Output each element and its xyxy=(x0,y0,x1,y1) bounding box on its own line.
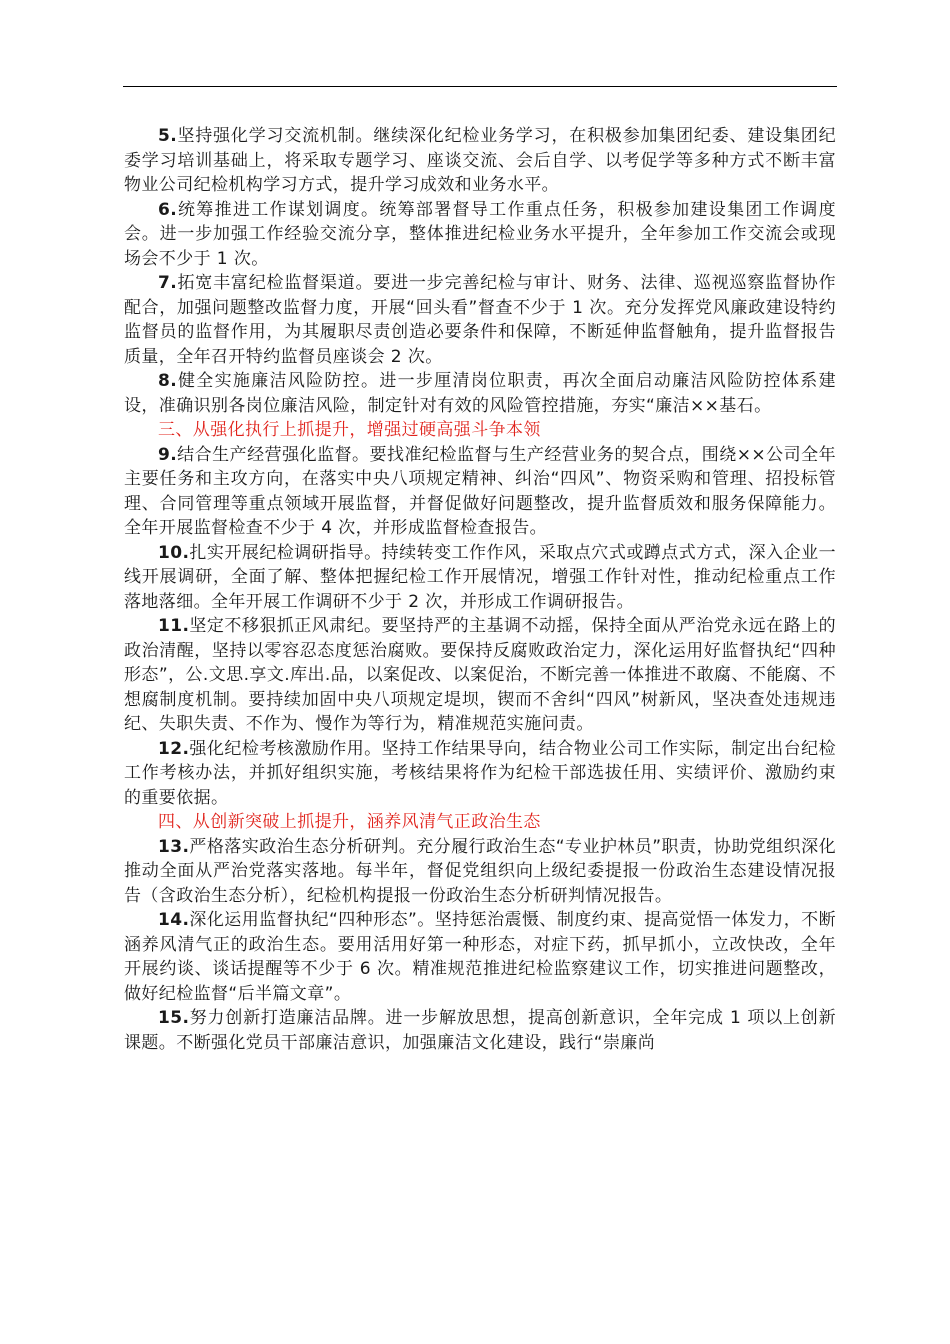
list-item xyxy=(124,1006,836,1055)
list-item xyxy=(124,124,836,198)
item-number: 12. xyxy=(158,738,190,759)
section-heading: 四、从创新突破上抓提升，涵养风清气正政治生态 xyxy=(158,812,541,832)
item-text: 坚定不移狠抓正风肃纪。要坚持严的主基调不动摇，保持全面从严治党永远在路上的政治清醒，坚持以零容忍态度惩治腐败。要保持反腐败政治定力，深化运用好监督执纪“四种形态”，公.文思.享文.库出.品，以案促改、以案促治，不断完善一体推进不敢腐、不能腐、不想腐制度机制。要持续加固中央八项规定堤坝，锲而不舍纠“四风”树新风，坚决查处违规违纪、失职失责、不作为、慢作为等行为，精准规范实施问责。 xyxy=(124,616,836,734)
item-text: 深化运用监督执纪“四种形态”。坚持惩治震慑、制度约束、提高觉悟一体发力，不断涵养风清气正的政治生态。要用活用好第一种形态，对症下药，抓早抓小，立改快改，全年开展约谈、谈话提醒等不少于 6 次。精准规范推进纪检监察建议工作，切实推进问题整改，做好纪检监督“后半篇文章”。 xyxy=(124,910,836,1004)
item-number: 14. xyxy=(158,910,190,930)
section-heading: 三、从强化执行上抓提升，增强过硬高强斗争本领 xyxy=(158,420,541,440)
item-number: 11. xyxy=(158,616,190,636)
list-item xyxy=(124,541,836,615)
item-text: 健全实施廉洁风险防控。进一步厘清岗位职责，再次全面启动廉洁风险防控体系建设，准确识别各岗位廉洁风险，制定针对有效的风险管控措施，夯实“廉洁××基石。 xyxy=(124,371,836,416)
item-text: 严格落实政治生态分析研判。充分履行政治生态“专业护林员”职责，协助党组织深化推动全面从严治党落实落地。每半年，督促党组织向上级纪委提报一份政治生态建设情况报告（含政治生态分析），纪检机构提报一份政治生态分析研判情况报告。 xyxy=(124,836,836,906)
list-item xyxy=(124,198,836,272)
item-text: 拓宽丰富纪检监督渠道。要进一步完善纪检与审计、财务、法律、巡视巡察监督协作配合，加强问题整改监督力度，开展“回头看”督查不少于 1 次。充分发挥党风廉政建设特约监督员的监督作用，为其履职尽责创造必要条件和保障，不断延伸监督触角，提升监督报告质量，全年召开特约监督员座谈会 2 次。 xyxy=(124,273,836,367)
item-number: 7. xyxy=(158,273,178,293)
item-number: 9. xyxy=(158,444,178,465)
item-number: 13. xyxy=(158,836,190,857)
list-item xyxy=(124,614,836,737)
document-body xyxy=(124,124,836,1055)
item-number: 5. xyxy=(158,126,178,146)
item-number: 15. xyxy=(158,1008,190,1028)
list-item xyxy=(124,443,836,541)
list-item xyxy=(124,271,836,369)
item-text: 努力创新打造廉洁品牌。进一步解放思想，提高创新意识，全年完成 1 项以上创新课题。不断强化党员干部廉洁意识，加强廉洁文化建设，践行“崇廉尚 xyxy=(124,1008,836,1053)
item-text: 统筹推进工作谋划调度。统筹部署督导工作重点任务，积极参加建设集团工作调度会。进一步加强工作经验交流分享，整体推进纪检业务水平提升，全年参加工作交流会或现场会不少于 1 次。 xyxy=(124,199,836,269)
item-text: 强化纪检考核激励作用。坚持工作结果导向，结合物业公司工作实际，制定出台纪检工作考核办法，并抓好组织实施，考核结果将作为纪检干部选拔任用、实绩评价、激励约束的重要依据。 xyxy=(124,738,836,808)
list-item xyxy=(124,908,836,1006)
list-item xyxy=(124,369,836,418)
item-number: 6. xyxy=(158,199,178,220)
item-number: 8. xyxy=(158,371,178,391)
item-number: 10. xyxy=(158,542,190,563)
list-item xyxy=(124,835,836,909)
list-item xyxy=(124,737,836,811)
item-text: 扎实开展纪检调研指导。持续转变工作作风，采取点穴式或蹲点式方式，深入企业一线开展调研，全面了解、整体把握纪检工作开展情况，增强工作针对性，推动纪检重点工作落地落细。全年开展工作调研不少于 2 次，并形成工作调研报告。 xyxy=(124,542,836,612)
header-rule xyxy=(123,86,837,87)
item-text: 坚持强化学习交流机制。继续深化纪检业务学习，在积极参加集团纪委、建设集团纪委学习培训基础上，将采取专题学习、座谈交流、会后自学、以考促学等多种方式不断丰富物业公司纪检机构学习方式，提升学习成效和业务水平。 xyxy=(124,126,836,195)
item-text: 结合生产经营强化监督。要找准纪检监督与生产经营业务的契合点，围绕××公司全年主要任务和主攻方向，在落实中央八项规定精神、纠治“四风”、物资采购和管理、招投标管理、合同管理等重点领域开展监督，并督促做好问题整改，提升监督质效和服务保障能力。全年开展监督检查不少于 4 次，并形成监督检查报告。 xyxy=(124,444,836,538)
